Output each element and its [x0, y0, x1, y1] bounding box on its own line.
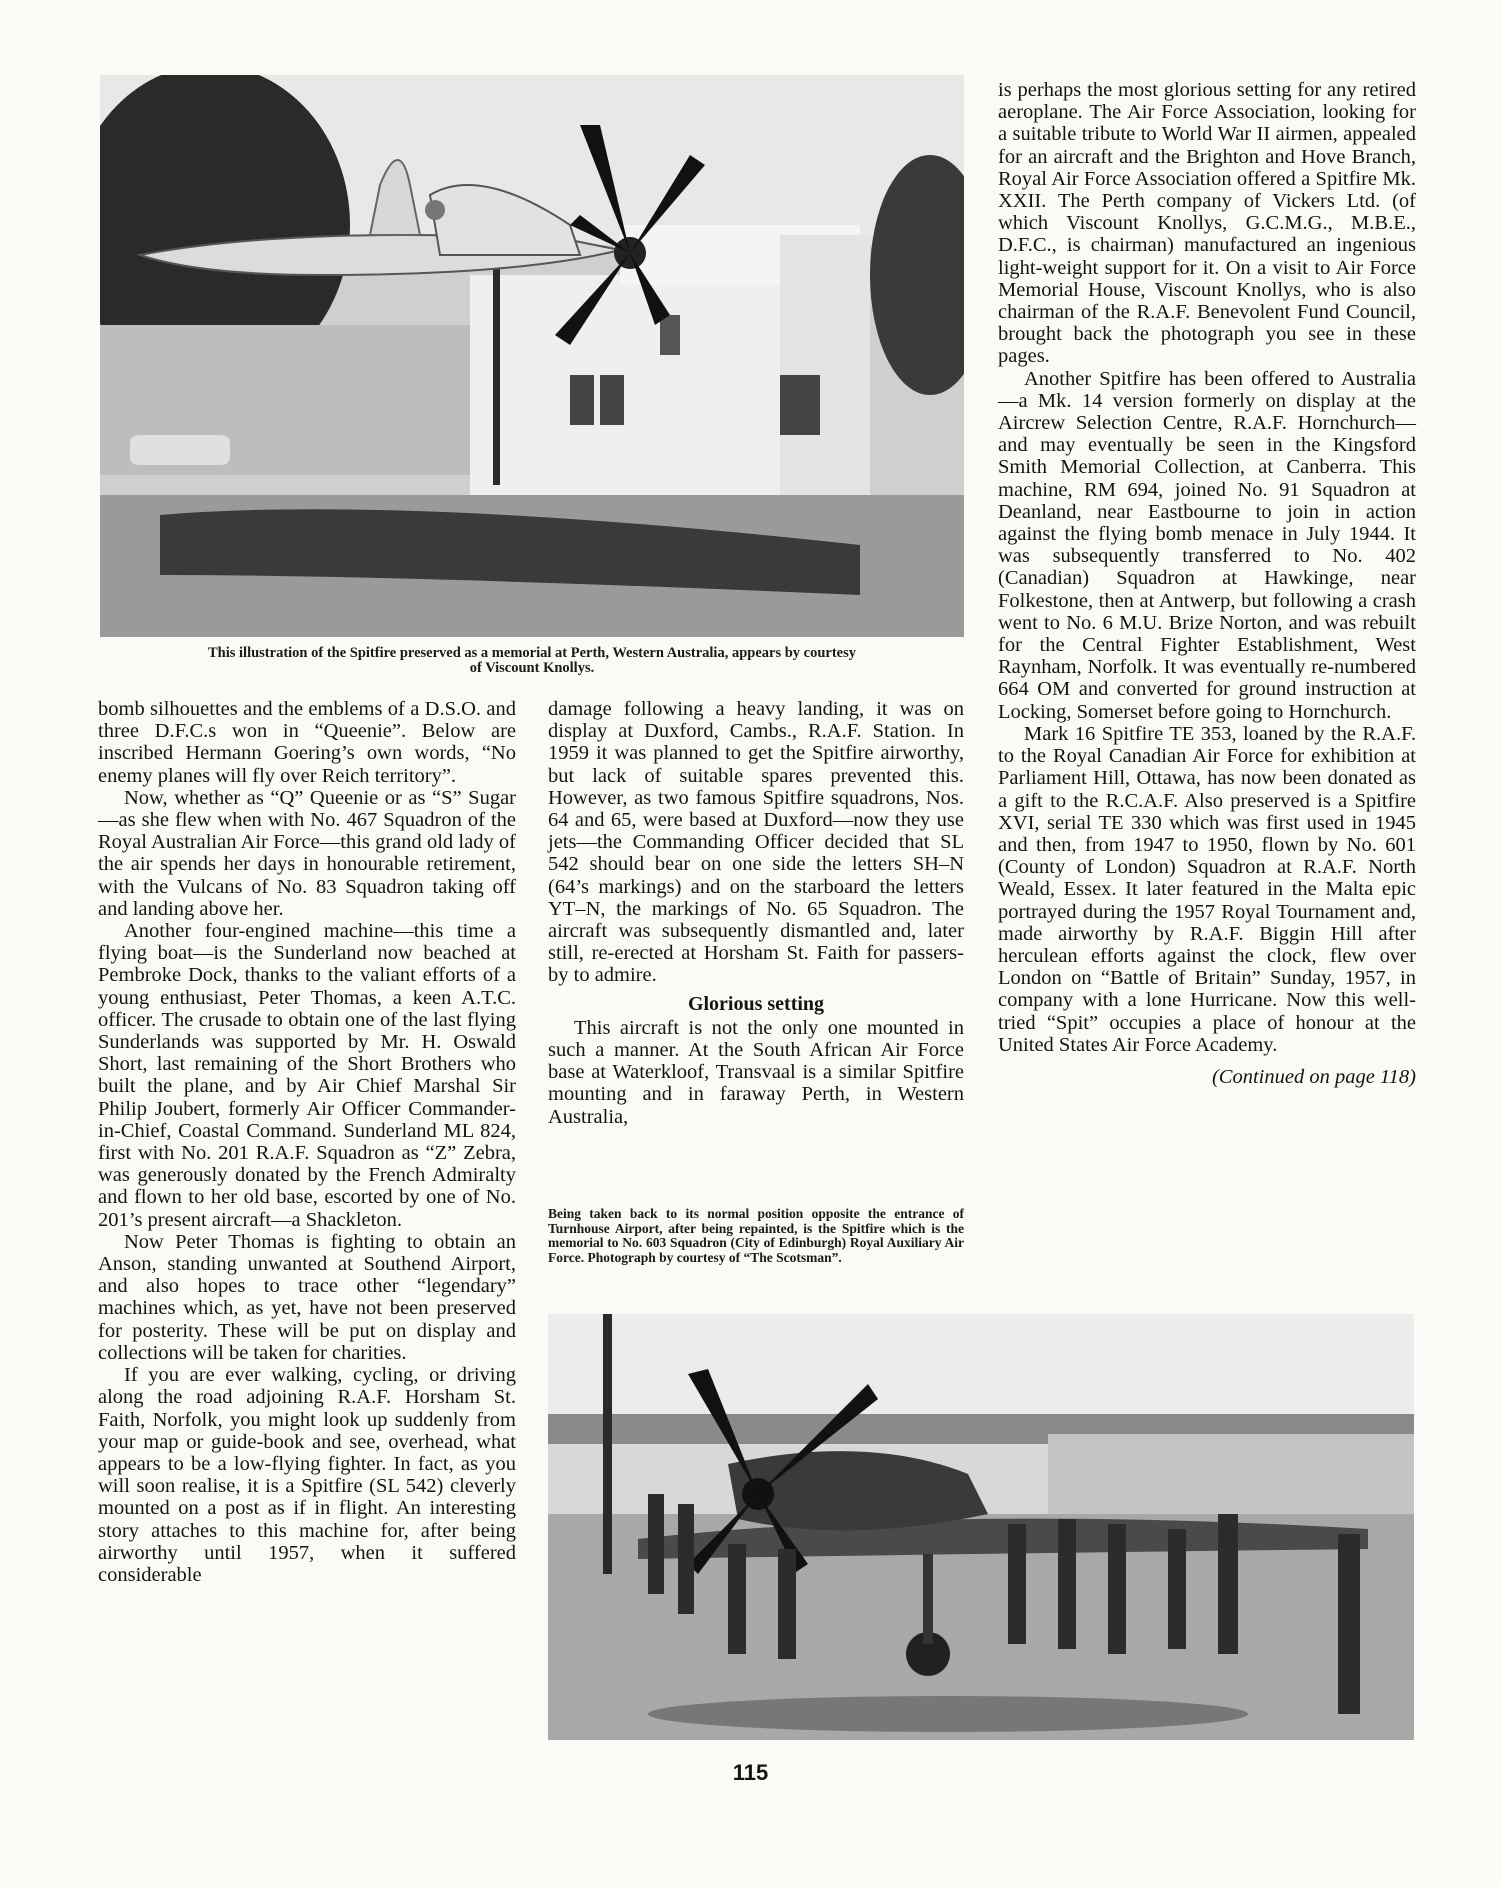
section-heading-glorious-setting: Glorious setting: [687, 992, 825, 1015]
column-1: [98, 698, 516, 1586]
perth-spitfire-photo: [100, 75, 964, 637]
col2-paragraph-2: This aircraft is not the only one mounted in such a manner. At the South African Air Force base at Waterkloof, Transvaal is a similar Spitfire mounting and in faraway Perth, in Western Australia,: [548, 1016, 964, 1128]
top-photo-caption: [100, 646, 964, 676]
col1-paragraph-3: Another four-engined machine—this time a flying boat—is the Sunderland now beached at Pembroke Dock, thanks to the valiant efforts of a young enthusiast, Peter Thomas, a keen A.T.C. officer. The crusade to obtain one of the last flying Sunderlands was supported by Mr. H. Oswald Short, last remaining of the Short Brothers who built the plane, and by Air Chief Marshal Sir Philip Joubert, formerly Air Officer Commander-in-Chief, Coastal Command. Sunderland ML 824, first with No. 201 R.A.F. Squadron as “Z” Zebra, was generously donated by the French Admiralty and flown to her old base, escorted by one of No. 201’s present aircraft—a Shackleton.: [98, 920, 516, 1231]
top-photo-caption-line1: This illustration of the Spitfire preserved as a memorial at Perth, Western Australia, appears by courtesy: [207, 645, 857, 661]
column-3: [998, 79, 1416, 1088]
col3-paragraph-2: Another Spitfire has been offered to Australia—a Mk. 14 version formerly on display at the Aircrew Selection Centre, R.A.F. Hornchurch—and may eventually be seen in the Kingsford Smith Memorial Collection, at Canberra. This machine, RM 694, joined No. 91 Squadron at Deanland, near Eastbourne to join in action against the flying bomb menace in July 1944. It was subsequently transferred to No. 402 (Canadian) Squadron at Hawkinge, near Folkestone, then at Antwerp, but following a crash went to No. 6 M.U. Brize Norton, and was rebuilt for the Central Fighter Establishment, West Raynham, Norfolk. It was eventually re-numbered 664 OM and converted for ground instruction at Locking, Somerset before going to Hornchurch.: [998, 367, 1416, 723]
col1-paragraph-2: Now, whether as “Q” Queenie or as “S” Sugar—as she flew when with No. 467 Squadron of the Royal Australian Air Force—this grand old lady of the air spends her days in honourable retirement, with the Vulcans of No. 83 Squadron taking off and landing above her.: [98, 786, 516, 920]
col3-paragraph-1: is perhaps the most glorious setting for any retired aeroplane. The Air Force Association, looking for a suitable tribute to World War II airmen, appealed for an aircraft and the Brighton and Hove Branch, Royal Air Force Association offered a Spitfire Mk. XXII. The Perth company of Vickers Ltd. (of which Viscount Knollys, G.C.M.G., M.B.E., D.F.C., is chairman) manufactured an ingenious light-weight support for it. On a visit to Air Force Memorial House, Viscount Knollys, who is also chairman of the R.A.F. Benevolent Fund Council, brought back the photograph you see in these pages.: [998, 79, 1416, 368]
turnhouse-photo-caption: Being taken back to its normal position opposite the entrance of Turnhouse Airport, after being repainted, is the Spitfire which is the memorial to No. 603 Squadron (City of Edinburgh) Royal Auxiliary Air Force. Photograph by courtesy of “The Scotsman”.: [548, 1206, 964, 1265]
col3-paragraph-3: Mark 16 Spitfire TE 353, loaned by the R.A.F. to the Royal Canadian Air Force for exhibition at Parliament Hill, Ottawa, has now been donated as a gift to the R.C.A.F. Also preserved is a Spitfire XVI, serial TE 330 which was first used in 1945 and then, from 1947 to 1950, flown by No. 601 (County of London) Squadron at R.A.F. North Weald, Essex. It later featured in the Malta epic portrayed during the 1957 Royal Tournament and, made airworthy by R.A.F. Biggin Hill after herculean efforts against the clock, flew over London on “Battle of Britain” Sunday, 1957, in company with a lone Hurricane. Now this well-tried “Spit” occupies a place of honour at the United States Air Force Academy.: [998, 722, 1416, 1056]
continued-note: (Continued on page 118): [1211, 1065, 1416, 1088]
top-photo-caption-line2: of Viscount Knollys.: [469, 660, 595, 676]
col1-paragraph-1: bomb silhouettes and the emblems of a D.S.O. and three D.F.C.s won in “Queenie”. Below are inscribed Hermann Goering’s own words, “No enemy planes will fly over Reich territory”.: [98, 698, 516, 787]
col2-paragraph-1: damage following a heavy landing, it was on display at Duxford, Cambs., R.A.F. Station. In 1959 it was planned to get the Spitfire airworthy, but lack of suitable spares prevented this. However, as two famous Spitfire squadrons, Nos. 64 and 65, were based at Duxford—now they use jets—the Commanding Officer decided that SL 542 should bear on one side the letters SH–N (64’s markings) and on the starboard the letters YT–N, the markings of No. 65 Squadron. The aircraft was subsequently dismantled and, later still, re-erected at Horsham St. Faith for passers-by to admire.: [548, 698, 964, 987]
turnhouse-spitfire-photo: [548, 1314, 1414, 1740]
col1-paragraph-5: If you are ever walking, cycling, or driving along the road adjoining R.A.F. Horsham St. Faith, Norfolk, you might look up suddenly from your map or guide-book and see, overhead, what appears to be a low-flying fighter. In fact, as you will soon realise, it is a Spitfire (SL 542) cleverly mounted on a post as if in flight. An interesting story attaches to this machine for, after being airworthy until 1957, when it suffered considerable: [98, 1364, 516, 1586]
column-2: [548, 698, 964, 1128]
page-number: 115: [732, 1760, 769, 1785]
col1-paragraph-4: Now Peter Thomas is fighting to obtain an Anson, standing unwanted at Southend Airport, and also hopes to trace other “legendary” machines which, as yet, have not been preserved for posterity. These will be put on display and collections will be taken for charities.: [98, 1230, 516, 1364]
